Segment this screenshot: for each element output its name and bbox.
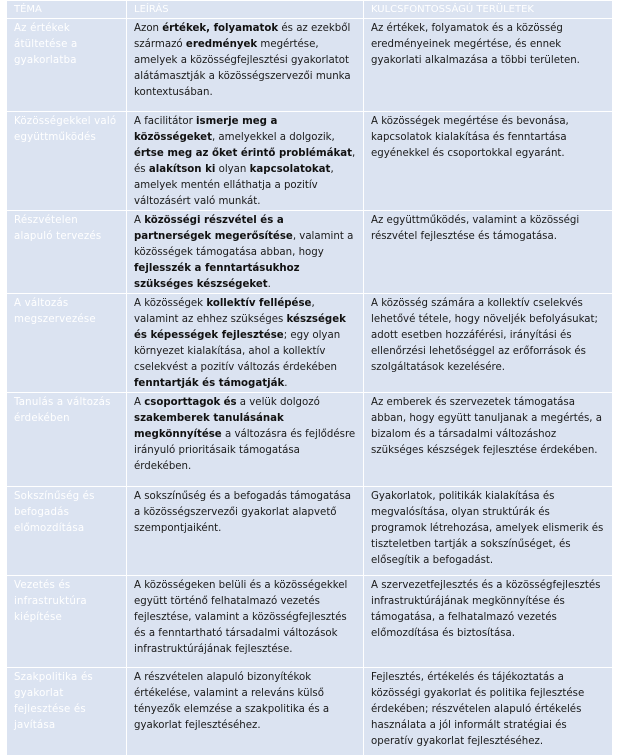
description-emphasis: ismerje meg a közösségeket <box>134 116 278 143</box>
description-text: a változásra és fejlődésre irányuló prioritásaik támogatása érdekében. <box>134 429 356 472</box>
header-key-areas: KULCSFONTOSSÁGÚ TERÜLETEK <box>364 1 613 19</box>
table-row <box>7 112 613 211</box>
description-text: ; egy olyan környezet kialakítása, ahol a kollektív cselekvést a pozitív változás érdekében <box>134 330 341 373</box>
theme-cell: A változás megszervezése <box>7 294 127 393</box>
header-theme: TÉMA <box>7 1 127 19</box>
key-areas-cell: Fejlesztés, értékelés és tájékoztatás a közösségi gyakorlat és politika fejlesztése érdekében; részvételen alapuló értékelés használata a jól informált stratégiai és operatív gyakorlat fejlesztéséhez. <box>364 668 613 756</box>
description-text: , amelyek mentén elláthatja a pozitív változásért való munkát. <box>134 164 334 207</box>
key-areas-cell: A szervezetfejlesztés és a közösségfejlesztés infrastruktúrájának megkönnyítése és támogatása, a felhatalmazó vezetés előmozdítása és biztosítása. <box>364 576 613 668</box>
description-text: A közösségek <box>134 298 207 309</box>
description-text: , amelyekkel a dolgozik, <box>211 132 335 143</box>
description-emphasis: kollektív fellépése <box>206 298 312 309</box>
description-cell <box>127 19 364 112</box>
description-text: olyan <box>215 164 250 175</box>
description-text: A közösségeken belüli és a közösségekkel együtt történő felhatalmazó vezetés fejlesztése, valamint a közösségfejlesztés és a fenntartható társadalmi változások infrastruktúrájának fejlesztése. <box>134 580 348 655</box>
theme-cell: Az értékek átültetése a gyakorlatba <box>7 19 127 112</box>
description-emphasis: értse meg az őket érintő problémákat <box>134 148 352 159</box>
key-areas-cell: A közösségek megértése és bevonása, kapcsolatok kialakítása és fenntartása egyénekkel és csoportokkal egyaránt. <box>364 112 613 211</box>
theme-cell: Szakpolitika és gyakorlat fejlesztése és javítása <box>7 668 127 756</box>
description-text: a velük dolgozó <box>236 397 320 408</box>
description-emphasis: eredmények <box>185 39 258 50</box>
description-text: A facilitátor <box>134 116 197 127</box>
key-areas-cell: Gyakorlatok, politikák kialakítása és megvalósítása, olyan struktúrák és programok létrehozása, amelyek elismerik és tiszteletben tartják a sokszínűséget, és elősegítik a befogadást. <box>364 487 613 576</box>
description-text: Azon <box>134 23 163 34</box>
theme-cell: Közösségekkel való együttműködés <box>7 112 127 211</box>
description-cell <box>127 668 364 756</box>
description-cell <box>127 487 364 576</box>
table-row <box>7 294 613 393</box>
theme-cell: Részvételen alapuló tervezés <box>7 211 127 294</box>
description-emphasis: alakítson ki <box>148 164 216 175</box>
description-cell <box>127 576 364 668</box>
description-emphasis: értékek, folyamatok <box>162 23 279 34</box>
table-row <box>7 668 613 756</box>
table-body <box>7 19 613 756</box>
description-emphasis: közösségi részvétel és a partnerségek megerősítése <box>134 215 293 242</box>
table-row <box>7 19 613 112</box>
key-areas-cell: Az értékek, folyamatok és a közösség eredményeinek megértése, és ennek gyakorlati alkalmazása a többi területen. <box>364 19 613 112</box>
table-row <box>7 576 613 668</box>
description-cell <box>127 112 364 211</box>
description-text: , valamint az ehhez szükséges <box>134 298 315 325</box>
description-text: . <box>284 378 288 389</box>
table-header-row <box>7 1 613 19</box>
description-text: megértése, amelyek a közösségfejlesztési gyakorlatot alátámasztják a közösségszervezői munka kontextusában. <box>134 39 351 98</box>
description-text: . <box>267 279 271 290</box>
description-text: A <box>134 215 145 226</box>
key-areas-cell: A közösség számára a kollektív cselekvés lehetővé tétele, hogy növeljék befolyásukat; adott esetben hozzáférési, irányítási és ellenőrzési lehetőséggel az erőforrások és szolgáltatások kezelésére. <box>364 294 613 393</box>
description-text: , valamint a közösségek támogatása abban, hogy <box>134 231 354 258</box>
competency-table <box>6 0 613 756</box>
theme-cell: Sokszínűség és befogadás előmozdítása <box>7 487 127 576</box>
description-text: A részvételen alapuló bizonyítékok értékelése, valamint a releváns külső tényezők elemzése a szakpolitika és a gyakorlat fejlesztéséhez. <box>134 672 330 731</box>
description-emphasis: fenntartják és támogatják <box>134 378 285 389</box>
table-row <box>7 487 613 576</box>
description-emphasis: és <box>223 397 237 408</box>
description-text: A <box>134 397 145 408</box>
description-emphasis: fejlesszék a fenntartásukhoz szükséges készségeket <box>134 263 300 290</box>
theme-cell: Vezetés és infrastruktúra kiépítése <box>7 576 127 668</box>
header-description: LEÍRÁS <box>127 1 364 19</box>
description-cell <box>127 393 364 487</box>
description-emphasis: csoporttagok <box>144 397 221 408</box>
description-emphasis: szakemberek tanulásának megkönnyítése <box>134 413 284 440</box>
description-cell <box>127 294 364 393</box>
description-text: A sokszínűség és a befogadás támogatása a közösségszervezői gyakorlat alapvető szempontjaiként. <box>134 491 352 534</box>
key-areas-cell: Az együttműködés, valamint a közösségi részvétel fejlesztése és támogatása. <box>364 211 613 294</box>
description-text: és az ezekből származó <box>134 23 351 50</box>
theme-cell: Tanulás a változás érdekében <box>7 393 127 487</box>
key-areas-cell: Az emberek és szervezetek támogatása abban, hogy együtt tanuljanak a megértés, a bizalom és a társadalmi változáshoz szükséges készségek fejlesztése érdekében. <box>364 393 613 487</box>
description-emphasis: kapcsolatokat <box>249 164 331 175</box>
description-cell <box>127 211 364 294</box>
table-row <box>7 393 613 487</box>
description-text: , és <box>134 148 356 175</box>
table-row <box>7 211 613 294</box>
description-emphasis: készségek és képességek fejlesztése <box>134 314 346 341</box>
